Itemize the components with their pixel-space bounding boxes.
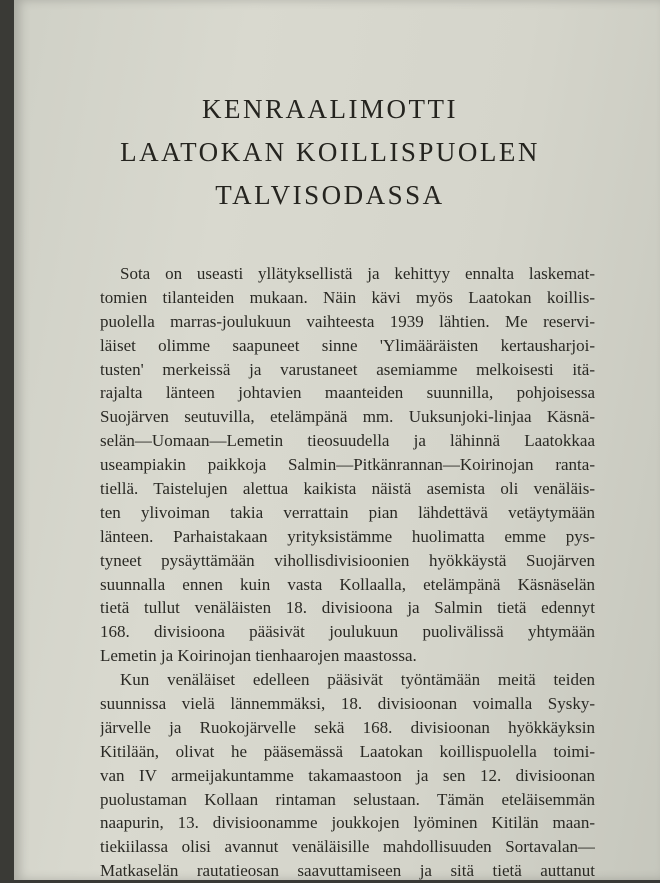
text-line: järvelle ja Ruokojärvelle sekä 168. divisioonan hyökkäyksin	[100, 717, 595, 737]
text-line: Kitilään, olivat he pääsemässä Laatokan koillispuolella toimi-	[100, 741, 595, 761]
text-line: läiset olimme saapuneet sinne 'Ylimääräisten kertausharjoi-	[100, 335, 595, 355]
text-line: suunnalla ennen kuin vasta Kollaalla, etelämpänä Käsnäselän	[100, 574, 595, 594]
paragraph-2	[100, 668, 595, 883]
text-line: länteen. Parhaistakaan yrityksistämme huolimatta emme pys-	[100, 526, 595, 546]
text-line: tietä tullut venäläisten 18. divisioona ja Salmin tietä edennyt	[100, 598, 595, 618]
title-line-2: LAATOKAN KOILLISPUOLEN	[120, 137, 540, 167]
body-text	[100, 262, 595, 883]
paragraph-1	[100, 262, 595, 668]
text-line: Lemetin ja Koirinojan tienhaarojen maastossa.	[100, 646, 417, 666]
text-line: selän—Uomaan—Lemetin tieosuudella ja lähinnä Laatokkaa	[100, 431, 595, 451]
text-line: tusten' merkeissä ja varustaneet asemiamme melkoisesti itä-	[100, 359, 595, 379]
text-line: puolella marras-joulukuun vaihteesta 1939 lähtien. Me reservi-	[100, 311, 595, 331]
title-line-3: TALVISODASSA	[215, 180, 445, 210]
text-line: suunnissa vielä lännemmäksi, 18. divisioonan voimalla Sysky-	[100, 694, 595, 714]
text-line: naapurin, 13. divisioonamme joukkojen lyöminen Kitilän maan-	[100, 813, 595, 833]
text-line: useampiakin paikkoja Salmin—Pitkänrannan—Koirinojan ranta-	[100, 455, 595, 475]
title-line-1: KENRAALIMOTTI	[202, 94, 458, 124]
chapter-title	[0, 88, 660, 217]
text-line: puolustaman Kollaan rintaman selustaan. Tämän eteläisemmän	[100, 789, 595, 809]
text-line: tomien tilanteiden mukaan. Näin kävi myös Laatokan koillis-	[100, 287, 595, 307]
text-line: tiekiilassa olisi avannut venäläisille mahdollisuuden Sortavalan—	[100, 837, 595, 857]
text-line: Matkaselän rautatieosan saavuttamiseen ja sitä tietä auttanut	[100, 861, 595, 881]
text-line: tyneet pysäyttämään vihollisdivisioonien hyökkäystä Suojärven	[100, 550, 595, 570]
text-line: Kun venäläiset edelleen pääsivät työntämään meitä teiden	[120, 670, 595, 690]
text-line: ten ylivoiman takia verrattain pian lähdettävä vetäytymään	[100, 502, 595, 522]
text-line: rajalta länteen johtavien maanteiden suunnilla, pohjoisessa	[100, 383, 595, 403]
text-line: Sota on useasti yllätyksellistä ja kehittyy ennalta laskemat-	[120, 264, 595, 283]
text-line: 168. divisioona pääsivät joulukuun puolivälissä yhtymään	[100, 622, 595, 642]
text-line: Suojärven seutuvilla, etelämpänä mm. Uuksunjoki-linjaa Käsnä-	[100, 407, 595, 427]
text-line: van IV armeijakuntamme takamaastoon ja sen 12. divisioonan	[100, 765, 595, 785]
text-line: tiellä. Taistelujen alettua kaikista näistä asemista oli venäläis-	[100, 479, 595, 499]
